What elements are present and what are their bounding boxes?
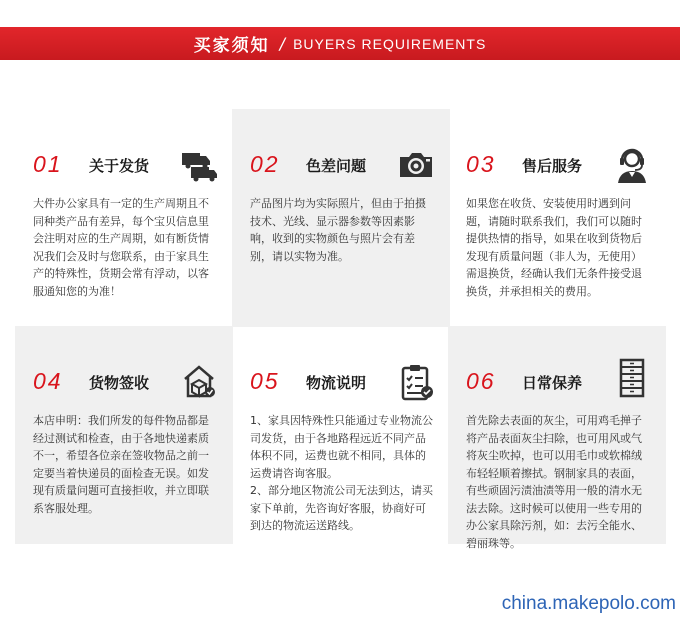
card-logistics: [232, 326, 450, 544]
card-number: 02: [250, 151, 280, 177]
card-number: 04: [33, 368, 63, 394]
card-after-sales: [448, 109, 666, 327]
header-title-en: BUYERS REQUIREMENTS: [293, 35, 487, 52]
card-title: 物流说明: [306, 374, 367, 392]
card-number: 03: [466, 151, 496, 177]
header-banner: [0, 27, 680, 60]
customer-service-icon: [612, 145, 652, 185]
camera-icon: [396, 145, 436, 185]
card-title: 日常保养: [522, 374, 583, 392]
card-text: 首先除去表面的灰尘，可用鸡毛掸子将产品表面灰尘扫除，也可用风或气将灰尘吹掉，也可以用毛巾或软棉绒布轻轻顺着擦拭。钢制家具的表面，有些顽固污渍油渍等用一般的清水无法去除。这时候可以使用一些专用的办公家具除污剂，如：去污全能水、碧丽珠等。: [466, 414, 642, 550]
card-text: 产品图片均为实际照片，但由于拍摄技术、光线、显示器参数等因素影响，收到的实物颜色与照片会有差别，请以实物为准。: [250, 197, 426, 263]
card-text: 本店申明：我们所发的每件物品都是经过测试和检查，由于各地快递素质不一，希望各位亲在签收物品之前一定要当着快递员的面检查无误。如发现有质量问题可直接拒收，并立即联系客服处理。: [33, 414, 209, 515]
card-receipt: [15, 326, 233, 544]
card-shipping: [15, 109, 233, 327]
card-title: 货物签收: [89, 374, 150, 392]
card-color-difference: [232, 109, 450, 327]
header-separator: /: [279, 34, 286, 53]
cabinet-icon: [612, 354, 652, 402]
card-maintenance: [448, 326, 666, 550]
card-number: 01: [33, 151, 63, 177]
card-title: 售后服务: [522, 157, 583, 175]
card-text: 大件办公家具有一定的生产周期且不同种类产品有差异，每个宝贝信息里会注明对应的生产周期，如有断货情况我们会及时与您联系，由于家具生产的特殊性，货期会常有浮动，以客服通知您的为准！: [33, 197, 209, 298]
package-house-icon: [179, 362, 219, 402]
watermark-text: china.makepolo.com: [501, 593, 676, 614]
card-title: 色差问题: [306, 157, 367, 175]
card-text: 如果您在收货、安装使用时遇到问题，请随时联系我们，我们可以随时提供热情的指导，如果在收到货物后发现有质量问题（非人为，无使用）需退换货，经确认我们无条件接受退换货，并承担相关的费用。: [466, 197, 642, 298]
card-title: 关于发货: [89, 157, 150, 175]
header-title-cn: 买家须知: [193, 36, 270, 56]
delivery-truck-icon: [179, 145, 219, 185]
card-number: 06: [466, 368, 496, 394]
checklist-clipboard-icon: [396, 362, 436, 402]
card-number: 05: [250, 368, 280, 394]
card-text: 1、家具因特殊性只能通过专业物流公司发货，由于各地路程远近不同产品体积不同，运费也就不相同，具体的运费请咨询客服。 2、部分地区物流公司无法到达，请买家下单前，先咨询好客服，协商好可到达的物流运送路线。: [250, 414, 433, 532]
